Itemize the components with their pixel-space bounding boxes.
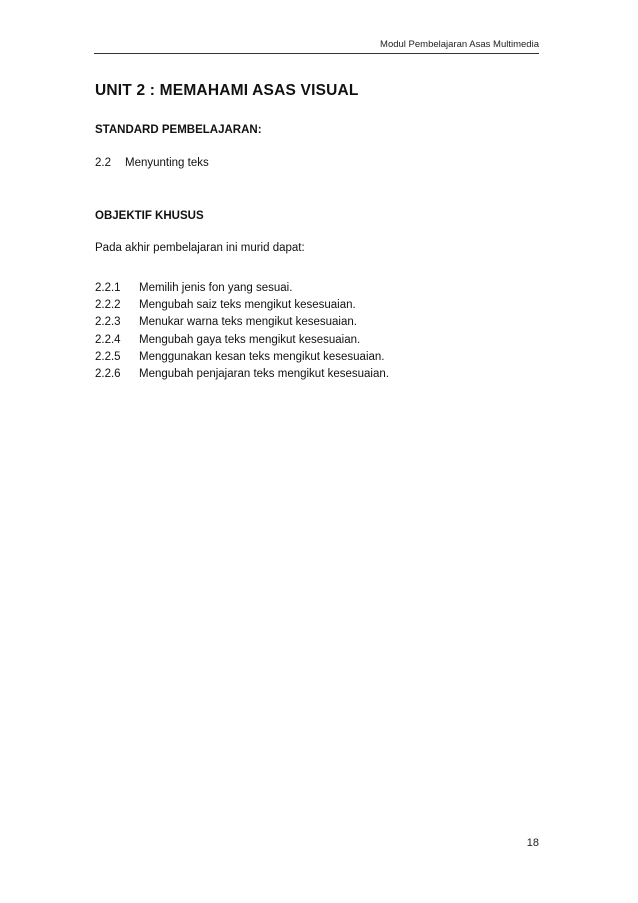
header-divider [94, 53, 539, 54]
objectives-heading: OBJEKTIF KHUSUS [95, 210, 204, 222]
objective-item [95, 366, 389, 383]
objectives-list [95, 280, 389, 383]
objective-text: Memilih jenis fon yang sesuai. [139, 282, 293, 294]
objective-item [95, 314, 389, 331]
unit-title: UNIT 2 : MEMAHAMI ASAS VISUAL [95, 82, 359, 99]
objective-text: Mengubah penjajaran teks mengikut kesesuaian. [139, 367, 389, 380]
objective-number: 2.2.5 [95, 350, 121, 363]
objective-item [95, 280, 389, 297]
objective-number: 2.2.1 [95, 282, 121, 294]
objective-text: Menggunakan kesan teks mengikut kesesuaian. [139, 350, 385, 363]
objective-number: 2.2.3 [95, 316, 121, 329]
standard-item-number: 2.2 [95, 157, 111, 169]
header-title: Modul Pembelajaran Asas Multimedia [380, 39, 539, 50]
objective-item [95, 297, 389, 314]
objective-number: 2.2.6 [95, 367, 121, 380]
page-number: 18 [526, 837, 539, 849]
objective-text: Mengubah saiz teks mengikut kesesuaian. [139, 299, 356, 312]
objectives-intro: Pada akhir pembelajaran ini murid dapat: [95, 242, 305, 254]
objective-text: Mengubah gaya teks mengikut kesesuaian. [139, 333, 361, 346]
standard-heading: STANDARD PEMBELAJARAN: [95, 124, 262, 136]
standard-item [95, 157, 209, 169]
objective-item [95, 332, 389, 349]
standard-item-text: Menyunting teks [125, 157, 209, 169]
objective-number: 2.2.2 [95, 299, 121, 312]
objective-number: 2.2.4 [95, 333, 121, 346]
objective-text: Menukar warna teks mengikut kesesuaian. [139, 316, 357, 329]
objective-item [95, 349, 389, 366]
